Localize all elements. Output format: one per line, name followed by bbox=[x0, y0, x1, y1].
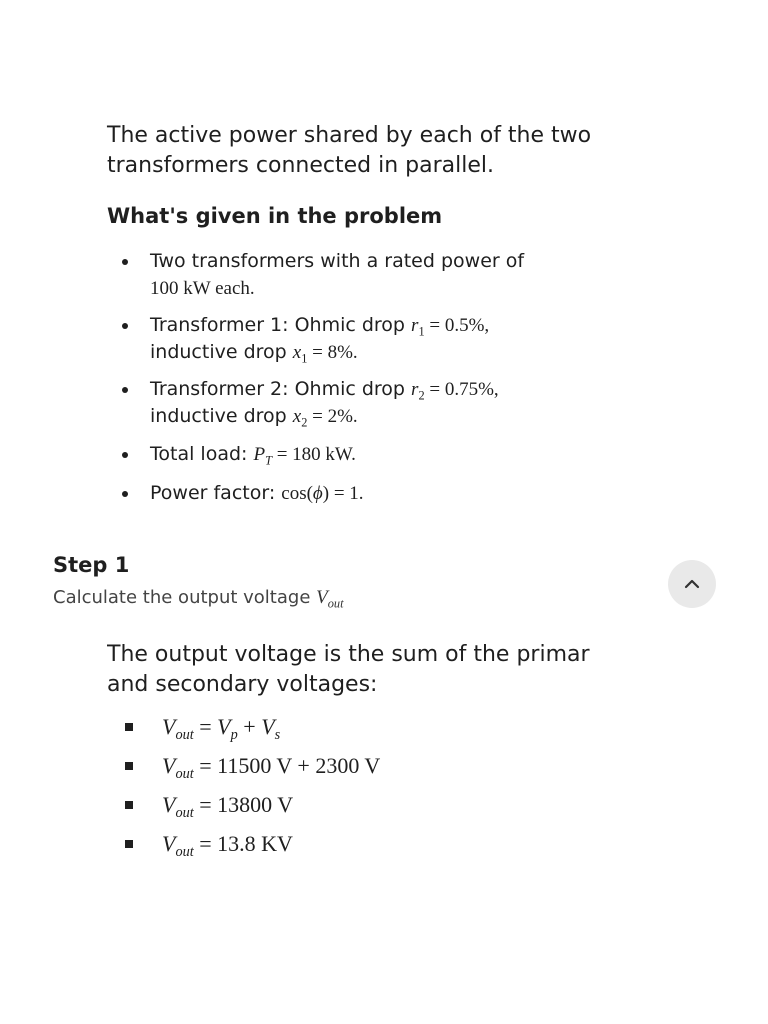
math-subscript: p bbox=[230, 727, 238, 743]
math-symbol: r bbox=[411, 315, 419, 336]
step-explanation bbox=[107, 640, 700, 700]
math-subscript: out bbox=[175, 727, 194, 743]
problem-statement-line1: The active power shared by each of the two bbox=[107, 123, 592, 148]
math-value: = 0.5%, bbox=[424, 315, 490, 336]
math-symbol: x bbox=[292, 406, 302, 427]
math-subscript: T bbox=[265, 453, 272, 468]
math-symbol: r bbox=[411, 379, 419, 400]
math-value: = 8%. bbox=[307, 342, 358, 363]
given-item-label: Transformer 2: Ohmic drop bbox=[150, 378, 412, 400]
given-item-math: 100 kW each. bbox=[150, 278, 255, 299]
step-explanation-line2: and secondary voltages: bbox=[107, 672, 378, 697]
math-subscript: 2 bbox=[301, 415, 308, 430]
given-item-label: inductive drop bbox=[150, 341, 293, 363]
given-item-label: Transformer 1: Ohmic drop bbox=[150, 314, 412, 336]
problem-statement bbox=[107, 121, 707, 181]
chevron-up-icon bbox=[680, 572, 704, 596]
math-value: = 13800 V bbox=[193, 792, 294, 817]
math-subscript: out bbox=[175, 766, 194, 782]
math-symbol: V bbox=[162, 714, 176, 739]
equation-row bbox=[162, 790, 293, 820]
math-value: = 0.75%, bbox=[424, 379, 499, 400]
math-symbol: V bbox=[261, 714, 275, 739]
given-item-transformer-2 bbox=[150, 376, 710, 430]
math-symbol: ϕ bbox=[312, 483, 323, 504]
math-subscript: 1 bbox=[418, 324, 425, 339]
math-symbol: V bbox=[162, 792, 176, 817]
problem-statement-line2: transformers connected in parallel. bbox=[107, 153, 494, 178]
equation-row bbox=[162, 829, 293, 859]
math-value: = 2%. bbox=[307, 406, 358, 427]
bullet-square bbox=[125, 801, 133, 809]
given-item-label: Total load: bbox=[150, 443, 254, 465]
bullet-dot bbox=[122, 491, 128, 497]
bullet-dot bbox=[122, 323, 128, 329]
equation-row bbox=[162, 712, 280, 742]
step-subtitle bbox=[53, 587, 344, 609]
math-subscript: out bbox=[175, 805, 194, 821]
step-subtitle-text: Calculate the output voltage bbox=[53, 587, 317, 608]
equation-row bbox=[162, 751, 380, 781]
math-operator: + bbox=[237, 714, 262, 739]
given-item-label: inductive drop bbox=[150, 405, 293, 427]
math-value: = 180 kW. bbox=[271, 444, 356, 465]
bullet-dot bbox=[122, 452, 128, 458]
math-subscript: out bbox=[175, 844, 194, 860]
step-explanation-line1: The output voltage is the sum of the primar bbox=[107, 642, 590, 667]
math-subscript: 2 bbox=[418, 388, 425, 403]
given-item-label: Power factor: bbox=[150, 482, 282, 504]
math-function: cos( bbox=[281, 483, 313, 504]
math-symbol: V bbox=[316, 587, 328, 608]
math-subscript: s bbox=[274, 727, 281, 743]
math-subscript: out bbox=[327, 596, 344, 611]
given-item-rated-power bbox=[150, 248, 710, 302]
math-symbol: V bbox=[162, 831, 176, 856]
math-subscript: 1 bbox=[301, 351, 308, 366]
math-symbol: x bbox=[292, 342, 302, 363]
math-value: ) = 1. bbox=[322, 483, 364, 504]
given-heading: What's given in the problem bbox=[107, 204, 443, 228]
math-symbol: V bbox=[162, 753, 176, 778]
bullet-dot bbox=[122, 259, 128, 265]
collapse-toggle-button[interactable] bbox=[668, 560, 716, 608]
math-operator: = bbox=[193, 714, 218, 739]
given-item-text: Two transformers with a rated power of bbox=[150, 250, 525, 272]
step-title: Step 1 bbox=[53, 553, 130, 577]
math-symbol: V bbox=[217, 714, 231, 739]
bullet-square bbox=[125, 840, 133, 848]
bullet-dot bbox=[122, 387, 128, 393]
given-item-total-load bbox=[150, 441, 710, 468]
math-value: = 13.8 KV bbox=[193, 831, 293, 856]
bullet-square bbox=[125, 762, 133, 770]
given-item-transformer-1 bbox=[150, 312, 710, 366]
given-item-power-factor bbox=[150, 480, 710, 507]
math-value: = 11500 V + 2300 V bbox=[193, 753, 381, 778]
math-symbol: P bbox=[253, 444, 266, 465]
bullet-square bbox=[125, 723, 133, 731]
